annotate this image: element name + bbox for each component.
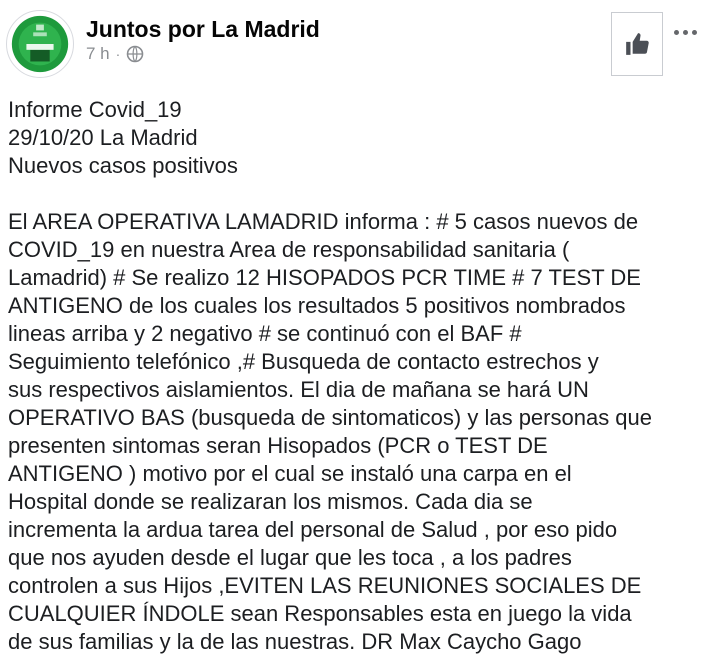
body-line: presenten sintomas seran Hisopados (PCR o TEST DE [8, 433, 548, 458]
page-logo [7, 11, 73, 77]
body-line: sus respectivos aislamientos. El dia de mañana se hará UN [8, 377, 589, 402]
heading-line: 29/10/20 La Madrid [8, 125, 198, 150]
post-text [8, 96, 698, 656]
more-options-button[interactable] [670, 20, 700, 44]
body-line: ANTIGENO ) motivo por el cual se instaló una carpa en el [8, 461, 572, 486]
body-line: lineas arriba y 2 negativo # se continuó con el BAF # [8, 321, 522, 346]
body-line: Hospital donde se realizaran los mismos. Cada dia se [8, 489, 533, 514]
body-line: ANTIGENO de los cuales los resultados 5 positivos nombrados [8, 293, 626, 318]
heading-line: Nuevos casos positivos [8, 153, 238, 178]
body-line: CUALQUIER ÍNDOLE sean Responsables esta en juego la vida [8, 601, 632, 626]
thumbs-up-icon [624, 31, 650, 57]
more-icon-dot [683, 30, 688, 35]
more-icon-dot [692, 30, 697, 35]
post-time[interactable]: 7 h [86, 44, 110, 63]
body-line: que nos ayuden desde el lugar que les toca , a los padres [8, 545, 572, 570]
post-meta [86, 44, 144, 64]
body-line: El AREA OPERATIVA LAMADRID informa : # 5 casos nuevos de [8, 209, 639, 234]
body-line: Seguimiento telefónico ,# Busqueda de contacto estrechos y [8, 349, 599, 374]
like-page-button[interactable] [611, 12, 663, 76]
body-line: incrementa la ardua tarea del personal de Salud , por eso pido [8, 517, 618, 542]
page-name-link[interactable]: Juntos por La Madrid [86, 16, 320, 42]
avatar[interactable] [6, 10, 74, 78]
more-icon-dot [674, 30, 679, 35]
body-line: COVID_19 en nuestra Area de responsabilidad sanitaria ( [8, 237, 570, 262]
body-line: Lamadrid) # Se realizo 12 HISOPADOS PCR TIME # 7 TEST DE [8, 265, 641, 290]
globe-icon [126, 45, 144, 63]
body-line: OPERATIVO BAS (busqueda de sintomaticos) y las personas que [8, 405, 653, 430]
paragraph-gap [8, 180, 698, 208]
post-header [0, 0, 701, 90]
body-line: controlen a sus Hijos ,EVITEN LAS REUNIONES SOCIALES DE [8, 573, 642, 598]
meta-separator: · [115, 46, 121, 62]
body-line: de sus familias y la de las nuestras. DR Max Caycho Gago [8, 629, 582, 654]
heading-line: Informe Covid_19 [8, 97, 182, 122]
